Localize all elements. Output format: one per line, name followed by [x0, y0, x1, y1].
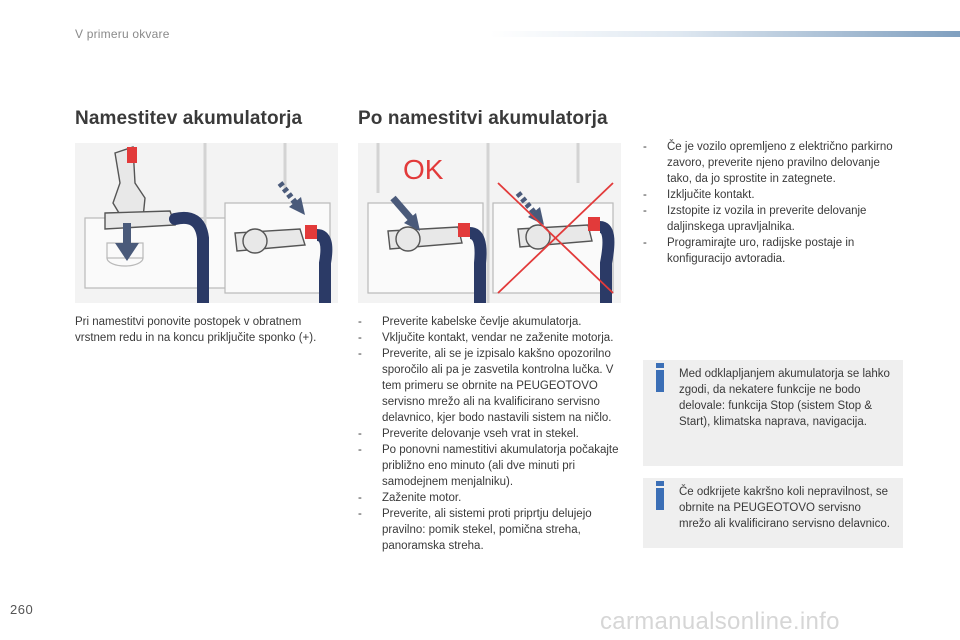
- right-steps-list: [643, 139, 905, 267]
- list-item: - Izključite kontakt.: [643, 189, 755, 201]
- page-number: 260: [10, 602, 34, 617]
- section-title-after-installation: Po namestitvi akumulatorja: [358, 108, 608, 129]
- info-note-functions: [643, 360, 903, 466]
- positive-terminal-marker: [127, 147, 137, 163]
- info-icon: [656, 488, 664, 510]
- section-title-installation: Namestitev akumulatorja: [75, 108, 303, 129]
- list-item: - Zaženite motor.: [358, 492, 462, 504]
- list-item: - Po ponovni namestitivi akumulatorja počakajte približno eno minuto (ali dve minuti pri samodejnem menjalniku).: [358, 444, 619, 488]
- info-note-text: Med odklapljanjem akumulatorja se lahko zgodi, da nekatere funkcije ne bodo delovale: funkcija Stop (sistem Stop & Start), klimatska naprava, navigacija.: [679, 368, 890, 428]
- list-item: - Če je vozilo opremljeno z električno parkirno zavoro, preverite njeno pravilno delovanje tako, da jo sprostite in zategnete.: [643, 141, 893, 185]
- middle-steps-list: [358, 314, 620, 554]
- list-item: - Preverite, ali sistemi proti priprtju delujejo pravilno: pomik stekel, pomična streha, panoramska streha.: [358, 508, 592, 552]
- info-note-irregularity: [643, 478, 903, 548]
- list-item: - Preverite kabelske čevlje akumulatorja.: [358, 316, 582, 328]
- info-icon: [656, 370, 664, 392]
- watermark: carmanualsonline.info: [600, 608, 840, 635]
- installation-paragraph: Pri namestitvi ponovite postopek v obratnem vrstnem redu in na koncu priključite sponko (+).: [75, 316, 317, 344]
- illustration-check-terminal: [358, 143, 621, 303]
- chapter-title: V primeru okvare: [75, 27, 170, 41]
- info-note-text: Če odkrijete kakršno koli nepravilnost, se obrnite na PEUGEOTOVO servisno mrežo ali kvalificirano servisno delavnico.: [679, 486, 890, 530]
- ok-label: OK: [403, 154, 444, 185]
- list-item: - Preverite, ali se je izpisalo kakšno opozorilno sporočilo ali pa je zasvetila kontrolna lučka. V tem primeru se obrnite na PEUGEOTOVO servisno mrežo ali na kvalificirano servisno delavnico, kjer bodo nastavili sistem na ničlo.: [358, 348, 614, 424]
- list-item: - Vključite kontakt, vendar ne zaženite motorja.: [358, 332, 614, 344]
- illustration-install-terminal: [75, 143, 338, 303]
- list-item: - Izstopite iz vozila in preverite delovanje daljinskega upravljalnika.: [643, 205, 867, 233]
- list-item: - Programirajte uro, radijske postaje in konfiguracijo avtoradia.: [643, 237, 855, 265]
- list-item: - Preverite delovanje vseh vrat in stekel.: [358, 428, 579, 440]
- header-accent-bar: [490, 31, 960, 37]
